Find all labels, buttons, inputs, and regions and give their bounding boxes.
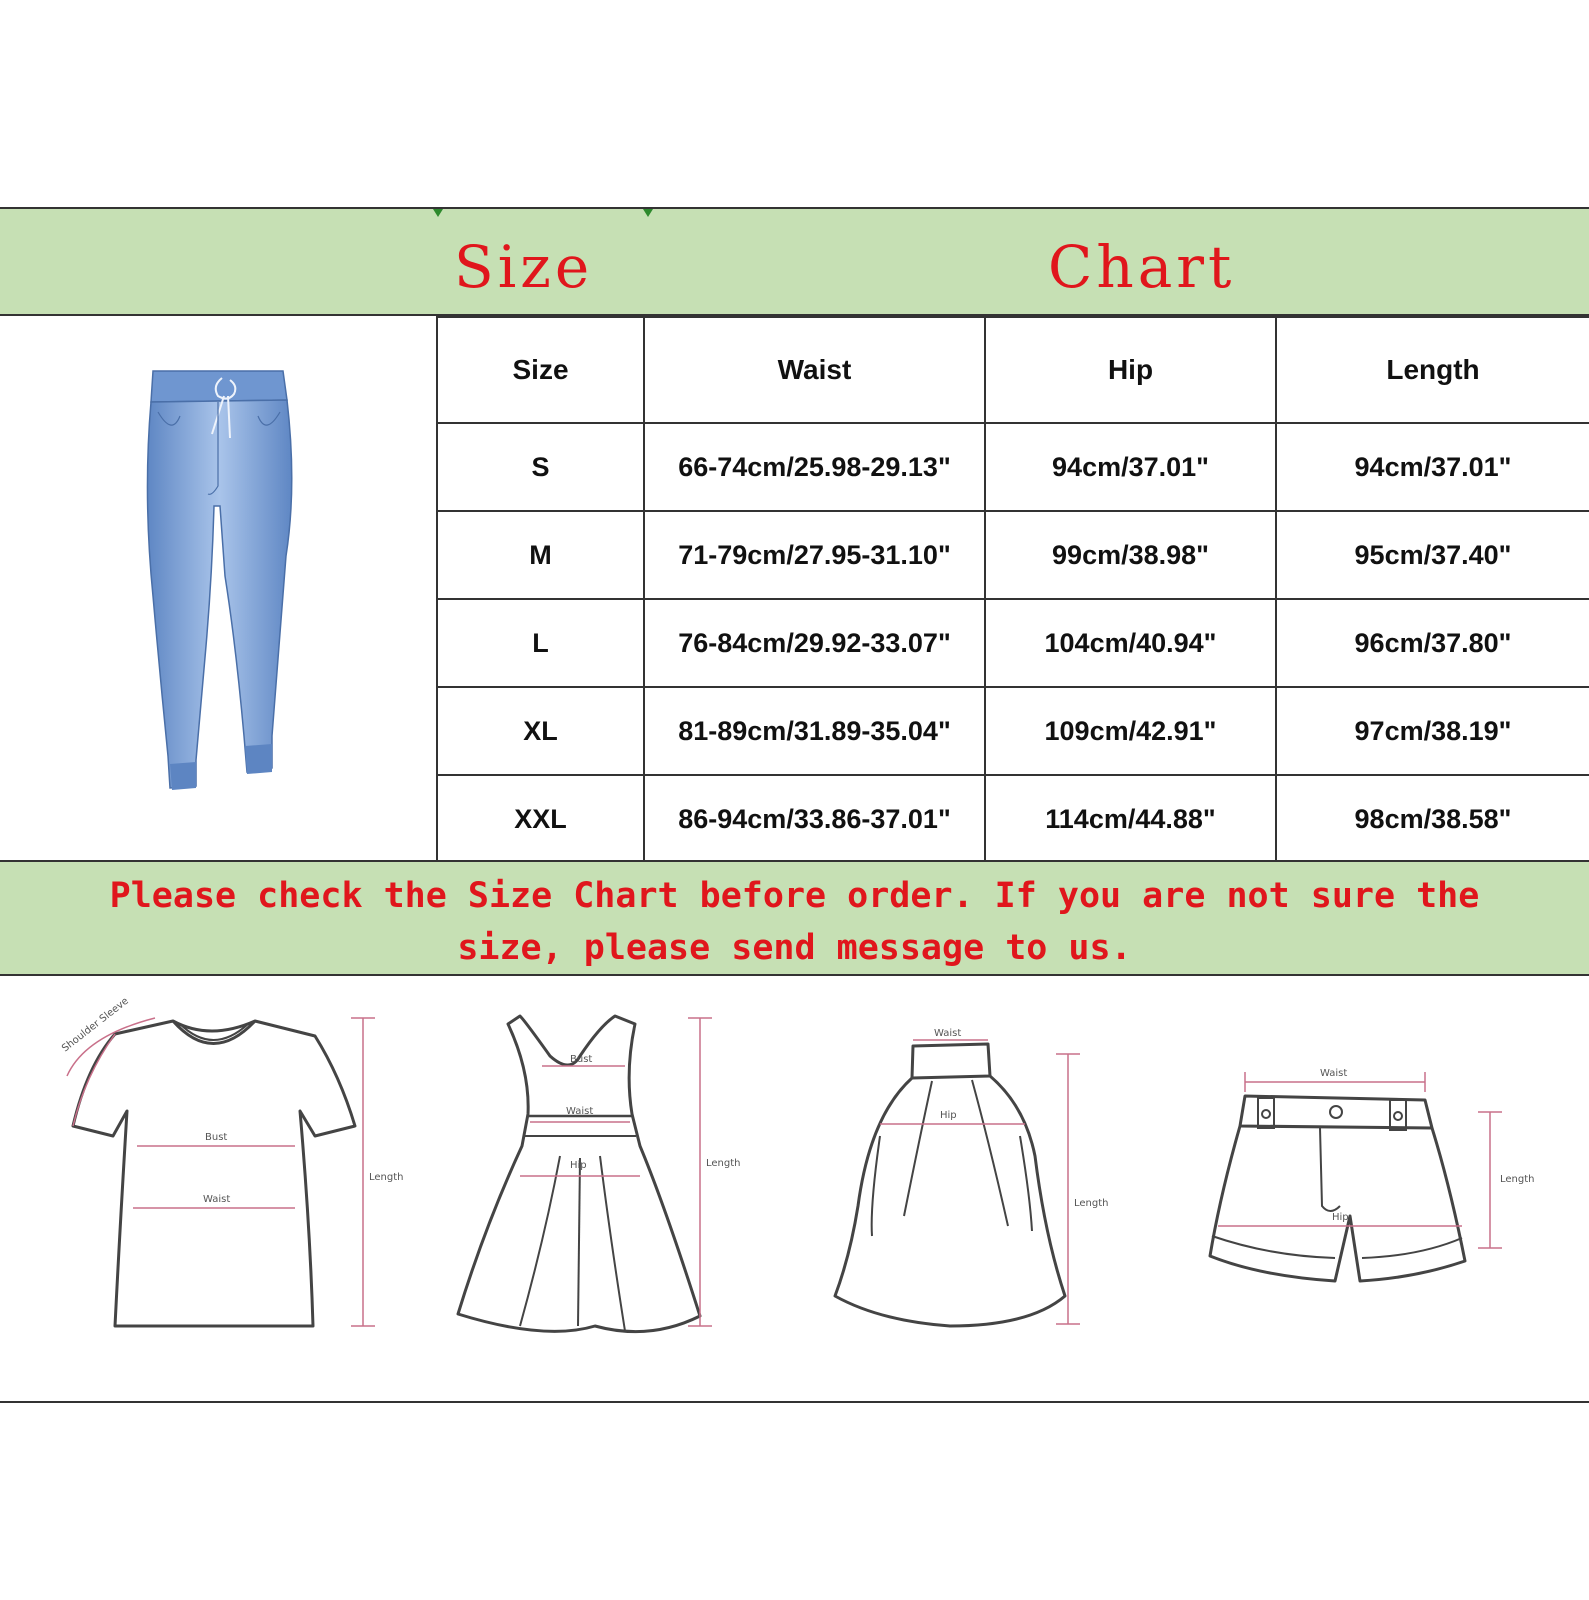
dress-diagram <box>450 996 770 1356</box>
notice-line-1: Please check the Size Chart before order. If you are not sure the <box>109 876 1480 916</box>
cell-length: 97cm/38.19" <box>1276 687 1589 775</box>
dress-bust-label: Bust <box>570 1054 593 1065</box>
tshirt-length-label: Length <box>369 1172 404 1183</box>
product-image <box>0 316 437 860</box>
shorts-length-label: Length <box>1500 1174 1535 1185</box>
table-header-row <box>437 317 1589 423</box>
cell-hip: 109cm/42.91" <box>985 687 1276 775</box>
header-waist: Waist <box>644 317 985 423</box>
cell-waist: 86-94cm/33.86-37.01" <box>644 775 985 863</box>
size-table <box>436 316 1589 864</box>
header-length: Length <box>1276 317 1589 423</box>
notice-line-2: size, please send message to us. <box>457 928 1132 968</box>
cell-size: M <box>437 511 644 599</box>
skirt-diagram <box>820 996 1120 1356</box>
cell-waist: 71-79cm/27.95-31.10" <box>644 511 985 599</box>
table-row <box>437 423 1589 511</box>
title-band <box>0 207 1589 316</box>
title-word-chart: Chart <box>1048 233 1236 301</box>
measurement-guides <box>0 976 1589 1403</box>
cell-size: L <box>437 599 644 687</box>
table-row <box>437 599 1589 687</box>
cell-size: S <box>437 423 644 511</box>
tshirt-bust-label: Bust <box>205 1132 228 1143</box>
jeans-illustration <box>0 316 437 860</box>
table-row <box>437 687 1589 775</box>
shorts-diagram <box>1200 1016 1560 1316</box>
skirt-length-label: Length <box>1074 1198 1109 1209</box>
notice-band <box>0 860 1589 976</box>
cell-length: 98cm/38.58" <box>1276 775 1589 863</box>
header-hip: Hip <box>985 317 1276 423</box>
title-tick-left <box>433 209 443 217</box>
table-row <box>437 511 1589 599</box>
title-tick-right <box>643 209 653 217</box>
tshirt-waist-label: Waist <box>203 1194 231 1205</box>
skirt-hip-label: Hip <box>940 1110 957 1121</box>
cell-hip: 104cm/40.94" <box>985 599 1276 687</box>
cell-waist: 76-84cm/29.92-33.07" <box>644 599 985 687</box>
skirt-waist-label: Waist <box>934 1028 962 1039</box>
table-row <box>437 775 1589 863</box>
cell-hip: 99cm/38.98" <box>985 511 1276 599</box>
header-size: Size <box>437 317 644 423</box>
shorts-waist-label: Waist <box>1320 1068 1348 1079</box>
cell-length: 95cm/37.40" <box>1276 511 1589 599</box>
title-word-size: Size <box>454 233 594 301</box>
tshirt-diagram <box>55 996 415 1356</box>
dress-waist-label: Waist <box>566 1106 594 1117</box>
shorts-hip-label: Hip <box>1332 1212 1349 1223</box>
cell-waist: 66-74cm/25.98-29.13" <box>644 423 985 511</box>
cell-size: XL <box>437 687 644 775</box>
cell-length: 94cm/37.01" <box>1276 423 1589 511</box>
dress-length-label: Length <box>706 1158 741 1169</box>
cell-hip: 114cm/44.88" <box>985 775 1276 863</box>
cell-size: XXL <box>437 775 644 863</box>
dress-hip-label: Hip <box>570 1160 587 1171</box>
tshirt-shoulder-label: Shoulder Sleeve <box>60 996 131 1055</box>
cell-hip: 94cm/37.01" <box>985 423 1276 511</box>
cell-length: 96cm/37.80" <box>1276 599 1589 687</box>
cell-waist: 81-89cm/31.89-35.04" <box>644 687 985 775</box>
